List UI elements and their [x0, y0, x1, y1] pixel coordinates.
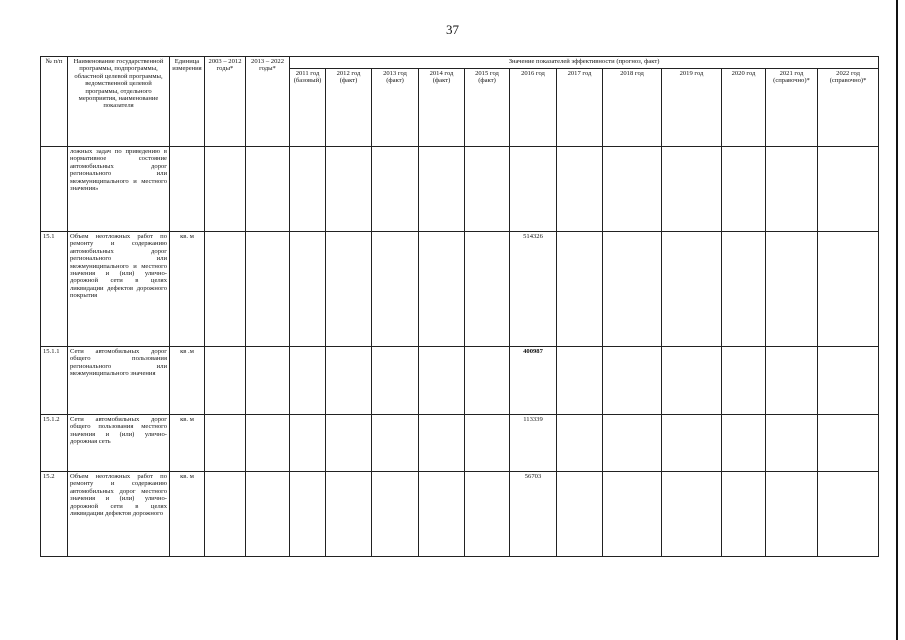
- header-year: 2022 год (справочно)*: [818, 69, 879, 147]
- row-value-2016: 113339: [510, 415, 557, 472]
- row-value-2016: 514326: [510, 232, 557, 347]
- row-unit: кв. м: [170, 472, 205, 557]
- table-row: [41, 472, 879, 557]
- row-name: Объем неотложных работ по ремонту и содержанию автомобильных дорог местного значения и (или) улично-дорожной сети в целях ликвидации дефектов дорожного: [68, 472, 170, 557]
- header-year: 2018 год: [603, 69, 662, 147]
- header-row-top: [41, 57, 879, 69]
- page-number: 37: [446, 22, 459, 37]
- table-row: [41, 147, 879, 232]
- header-indicator-span: Значение показателей эффективности (прогноз, факт): [290, 57, 879, 69]
- header-year: 2016 год: [510, 69, 557, 147]
- row-value-2016: 400987: [510, 347, 557, 415]
- header-period-2003: 2003 – 2012 годы*: [205, 57, 246, 147]
- header-year: 2013 год (факт): [372, 69, 419, 147]
- row-value-2016: 56703: [510, 472, 557, 557]
- header-year: 2011 год (базовый): [290, 69, 326, 147]
- header-year: 2015 год (факт): [465, 69, 510, 147]
- table-row: [41, 415, 879, 472]
- row-num: [41, 147, 68, 232]
- row-unit: кв. м: [170, 415, 205, 472]
- header-year: 2012 год (факт): [326, 69, 372, 147]
- row-num: 15.1.2: [41, 415, 68, 472]
- row-unit: кв. м: [170, 232, 205, 347]
- page-edge-rule: [896, 0, 898, 640]
- header-year: 2014 год (факт): [419, 69, 465, 147]
- row-name: Сети автомобильных дорог общего пользования регионального или межмуниципального значения: [68, 347, 170, 415]
- header-year: 2019 год: [662, 69, 722, 147]
- row-value-2016: [510, 147, 557, 232]
- row-name: Объем неотложных работ по ремонту и содержанию автомобильных дорог регионального или межмуниципального и местного значения и (или) улично-дорожной сети в целях ликвидации дефектов дорожного покрытия: [68, 232, 170, 347]
- row-unit: кв .м: [170, 347, 205, 415]
- header-num: № п/п: [41, 57, 68, 147]
- table-row: [41, 347, 879, 415]
- header-year: 2017 год: [557, 69, 603, 147]
- header-unit: Единица измерения: [170, 57, 205, 147]
- indicators-table: [40, 56, 879, 557]
- header-year: 2021 год (справочно)*: [766, 69, 818, 147]
- row-num: 15.1: [41, 232, 68, 347]
- header-period-2013: 2013 – 2022 годы*: [246, 57, 290, 147]
- row-num: 15.1.1: [41, 347, 68, 415]
- table-row: [41, 232, 879, 347]
- row-num: 15.2: [41, 472, 68, 557]
- row-unit: [170, 147, 205, 232]
- row-name: ложных задач по приведению в нормативное состояние автомобильных дорог регионального или межмуниципального и местного значения»: [68, 147, 170, 232]
- header-name: Наименование государственной программы, подпрограммы, областной целевой программы, ведомственной целевой программы, отдельного мероприятия, наименование показателя: [68, 57, 170, 147]
- row-name: Сети автомобильных дорог общего пользования местного значения и (или) улично-дорожная сеть: [68, 415, 170, 472]
- header-year: 2020 год: [722, 69, 766, 147]
